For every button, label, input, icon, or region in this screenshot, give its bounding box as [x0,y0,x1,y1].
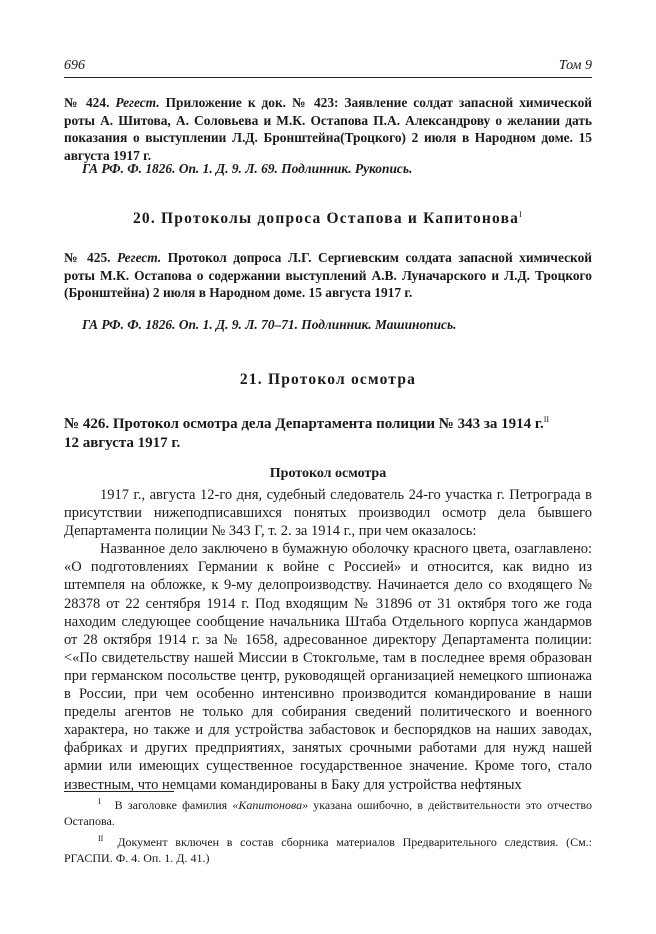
footnote-text: В заголовке фамилия [114,798,233,812]
doc-title-main: № 426. Протокол осмотра дела Департамента полиции № 343 за 1914 г. [64,416,544,432]
entry-424 [64,94,592,164]
footnote-text: указана ошибочно, в действительности это отчество Остапова. [64,798,593,828]
footnote-mark: I [98,797,101,806]
entry-425 [64,249,592,302]
entry-text: Протокол допроса Л.Г. Сергиевским солдата запасной химической роты М.К. Остапова о содержании выступлений А.В. Луначарского и Л.Д. Троцкого (Бронштейна) 2 июля в Народном доме. 15 августа 1917 г. [64,250,592,300]
running-header [64,52,592,74]
entry-number: № 425. [64,250,111,265]
entry-424-source: ГА РФ. Ф. 1826. Оп. 1. Д. 9. Л. 69. Подлинник. Рукопись. [82,161,413,176]
volume-label: Том 9 [558,58,592,73]
regest-label: Регест. [116,250,162,265]
section-title-text: 20. Протоколы допроса Остапова и Капитонова [132,210,520,227]
doc-subheading: Протокол осмотра [269,466,387,481]
footnotes [64,798,592,872]
page-number: 696 [64,58,85,73]
body-paragraph: 1917 г., августа 12-го дня, судебный следователь 24-го участка г. Петрограда в присутствии нижеподписавшихся понятых производил осмотр дела бывшего Департамента полиции № 343 Г, т. 2. за 1914 г., при чем оказалось: [64,487,592,540]
footnote-rule [64,791,174,792]
section-21-title: 21. Протокол осмотра [239,371,417,388]
footnote [64,835,592,866]
body-paragraph: Названное дело заключено в бумажную оболочку красного цвета, озаглавлено: «О подготовлениях Германии к войне с Россией» и относится, как видно из штемпеля на обложке, к 9-му делопроизводству. Начинается дело со входящего № 28378 от 22 сентября 1914 г. Под входящим № 31896 от 31 октября того же года находим следующее сообщение начальника Штаба Отдельного корпуса жандармов от 28 октября 1914 г. за № 1658, адресованное директору Департамента полиции: <«По свидетельству нашей Миссии в Стокгольме, там в последнее время образован при германском посольстве центр, руководящей организацией немецкого шпионажа в России, при чем особенно интенсивно производится командирование в наши пределы агентов не только для собирания сведений политического и военного характера, но также и для устройства забастовок и беспорядков на наших заводах, фабриках и других предприятиях, занятых срочными работами для нужд нашей армии или имеющих существенное государственное значение. Кроме того, стало известным, что немцами командированы в Баку для устройства нефтяных [64,541,592,793]
section-20-title [64,210,592,228]
entry-number: № 424. [64,95,110,110]
footnote [64,798,592,829]
footnote-mark: II [98,834,104,843]
regest-label: Регест. [115,95,160,110]
entry-425-source: ГА РФ. Ф. 1826. Оп. 1. Д. 9. Л. 70–71. Подлинник. Машинопись. [82,317,457,332]
footnote-ref: II [543,415,550,424]
footnote-text: Документ включен в состав сборника материалов Предварительного следствия. (См.: РГАСПИ. Ф. 4. Оп. 1. Д. 41.) [64,835,592,865]
header-rule [64,77,592,78]
doc-title-date: 12 августа 1917 г. [64,435,181,451]
document-body [64,486,592,794]
entry-426-title [64,415,592,453]
footnote-ref: I [519,209,524,219]
footnote-text-italic: «Капитонова» [232,798,309,812]
entry-text: Приложение к док. № 423: Заявление солдат запасной химической роты А. Шитова, А. Соловьева и М.К. Остапова П.А. Александрову о желании дать показания о выступлении Л.Д. Бронштейна(Троцкого) 2 июля в Народном доме. 15 августа 1917 г. [64,95,592,163]
